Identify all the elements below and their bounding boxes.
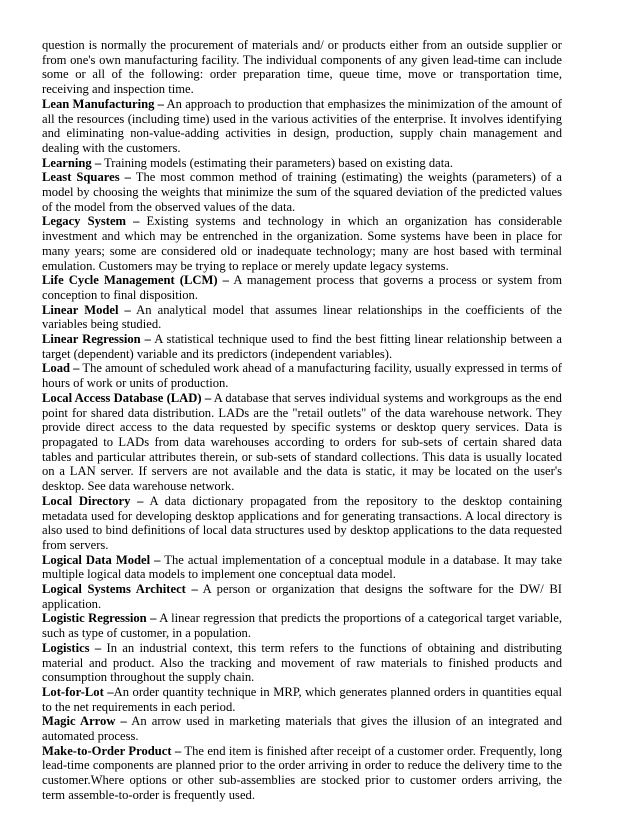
glossary-entry: [42, 361, 562, 390]
entry-definition: The most common method of training (estimating) the weights (parameters) of a model by choosing the weights that minimize the sum of the squared deviation of the predicted values of the model from the observed values of the data.: [42, 170, 562, 214]
entry-definition: A database that serves individual systems and workgroups as the end point for shared data distribution. LADs are the "retail outlets" of the data warehouse network. They provide direct access to the data requested by specific systems or desktop query services. Data is propagated to LADs from data warehouses according to orders for sub-sets of certain shared data tables and particular attributes therein, or sub-sets of standard collections. This data is usually located on a LAN server. If servers are not available and the data is static, it may be located on the user's desktop. See data warehouse network.: [42, 390, 562, 494]
glossary-entry: [42, 332, 562, 361]
glossary-entry: [42, 714, 562, 743]
entry-term: Local Directory –: [42, 493, 144, 508]
entry-term: Make-to-Order Product –: [42, 743, 182, 758]
glossary-entry: [42, 553, 562, 582]
entry-definition: An approach to production that emphasizes the minimization of the amount of all the resources (including time) used in the various activities of the enterprise. It involves identifying and eliminating non-value-adding activities in design, production, supply chain management and dealing with the customers.: [42, 96, 562, 155]
glossary-entry: [42, 156, 562, 171]
entry-definition: A data dictionary propagated from the repository to the desktop containing metadata used for developing desktop applications and for generating transactions. A local directory is also used to bind definitions of local data structures used by desktop applications to the data requested from servers.: [42, 493, 562, 552]
entry-term: Linear Regression –: [42, 332, 151, 347]
entry-term: Magic Arrow –: [42, 714, 127, 729]
entry-definition: A linear regression that predicts the proportions of a categorical target variable, such as type of customer, in a population.: [42, 611, 562, 641]
glossary-entry: [42, 641, 562, 685]
glossary-entry: [42, 744, 562, 803]
entry-term: Logistic Regression –: [42, 611, 157, 626]
entry-definition: The end item is finished after receipt of a customer order. Frequently, long lead-time components are planned prior to the order arriving in order to reduce the delivery time to the customer.Where options or other sub-assemblies are stocked prior to customer orders arriving, the term assemble-to-order is frequently used.: [42, 743, 563, 802]
glossary-entry: [42, 611, 562, 640]
entry-definition: Training models (estimating their parameters) based on existing data.: [101, 155, 453, 170]
entry-definition: An arrow used in marketing materials that gives the illusion of an integrated and automated process.: [42, 714, 563, 744]
entry-definition: An order quantity technique in MRP, which generates planned orders in quantities equal to the net requirements in each period.: [42, 684, 562, 714]
entry-term: Logical Data Model –: [42, 552, 161, 567]
entry-term: Linear Model –: [42, 302, 131, 317]
glossary-entry: [42, 391, 562, 494]
glossary-entry: [42, 582, 562, 611]
entry-definition: Existing systems and technology in which an organization has considerable investment and which may be entrenched in the organization. Some systems have been in place for many years; some are considered old or inadequate technology; many are host based with terminal emulation. Customers may be trying to replace or merely update legacy systems.: [42, 214, 562, 273]
intro-paragraph: question is normally the procurement of materials and/ or products either from an outside supplier or from one's own manufacturing facility. The individual components of any given lead-time can include some or all of the following: order preparation time, queue time, move or transportation time, receiving and inspection time.: [42, 38, 562, 97]
entry-definition: In an industrial context, this term refers to the functions of obtaining and distributing material and product. Also the tracking and movement of raw materials to finished products and consumption throughout the supply chain.: [42, 640, 562, 685]
entry-term: Logistics –: [42, 640, 102, 655]
entry-term: Local Access Database (LAD) –: [42, 390, 212, 405]
glossary-entry: [42, 494, 562, 553]
entry-term: Life Cycle Management (LCM) –: [42, 273, 229, 288]
glossary-entry: [42, 214, 562, 273]
entry-definition: The actual implementation of a conceptual module in a database. It may take multiple logical data models to implement one conceptual data model.: [42, 552, 563, 582]
entry-term: Lot-for-Lot –: [42, 684, 114, 699]
glossary-entry: [42, 170, 562, 214]
entry-term: Logical Systems Architect –: [42, 582, 198, 597]
entry-term: Learning –: [42, 155, 102, 170]
entry-definition: A management process that governs a process or system from conception to final disposition.: [42, 273, 562, 302]
entry-term: Lean Manufacturing –: [42, 96, 164, 111]
entry-definition: The amount of scheduled work ahead of a manufacturing facility, usually expressed in terms of hours of work or units of production.: [42, 361, 562, 391]
entry-definition: An analytical model that assumes linear relationships in the coefficients of the variables being studied.: [42, 302, 562, 332]
entry-definition: A statistical technique used to find the best fitting linear relationship between a target (dependent) variable and its predictors (independent variables).: [42, 332, 562, 361]
glossary-entry: [42, 685, 562, 714]
entry-term: Legacy System –: [42, 214, 140, 229]
glossary-entry: [42, 303, 562, 332]
glossary-entry: [42, 97, 562, 156]
glossary-entry: [42, 273, 562, 302]
entry-term: Least Squares –: [42, 170, 131, 185]
entry-term: Load –: [42, 361, 80, 376]
entry-definition: A person or organization that designs the software for the DW/ BI application.: [42, 582, 563, 611]
